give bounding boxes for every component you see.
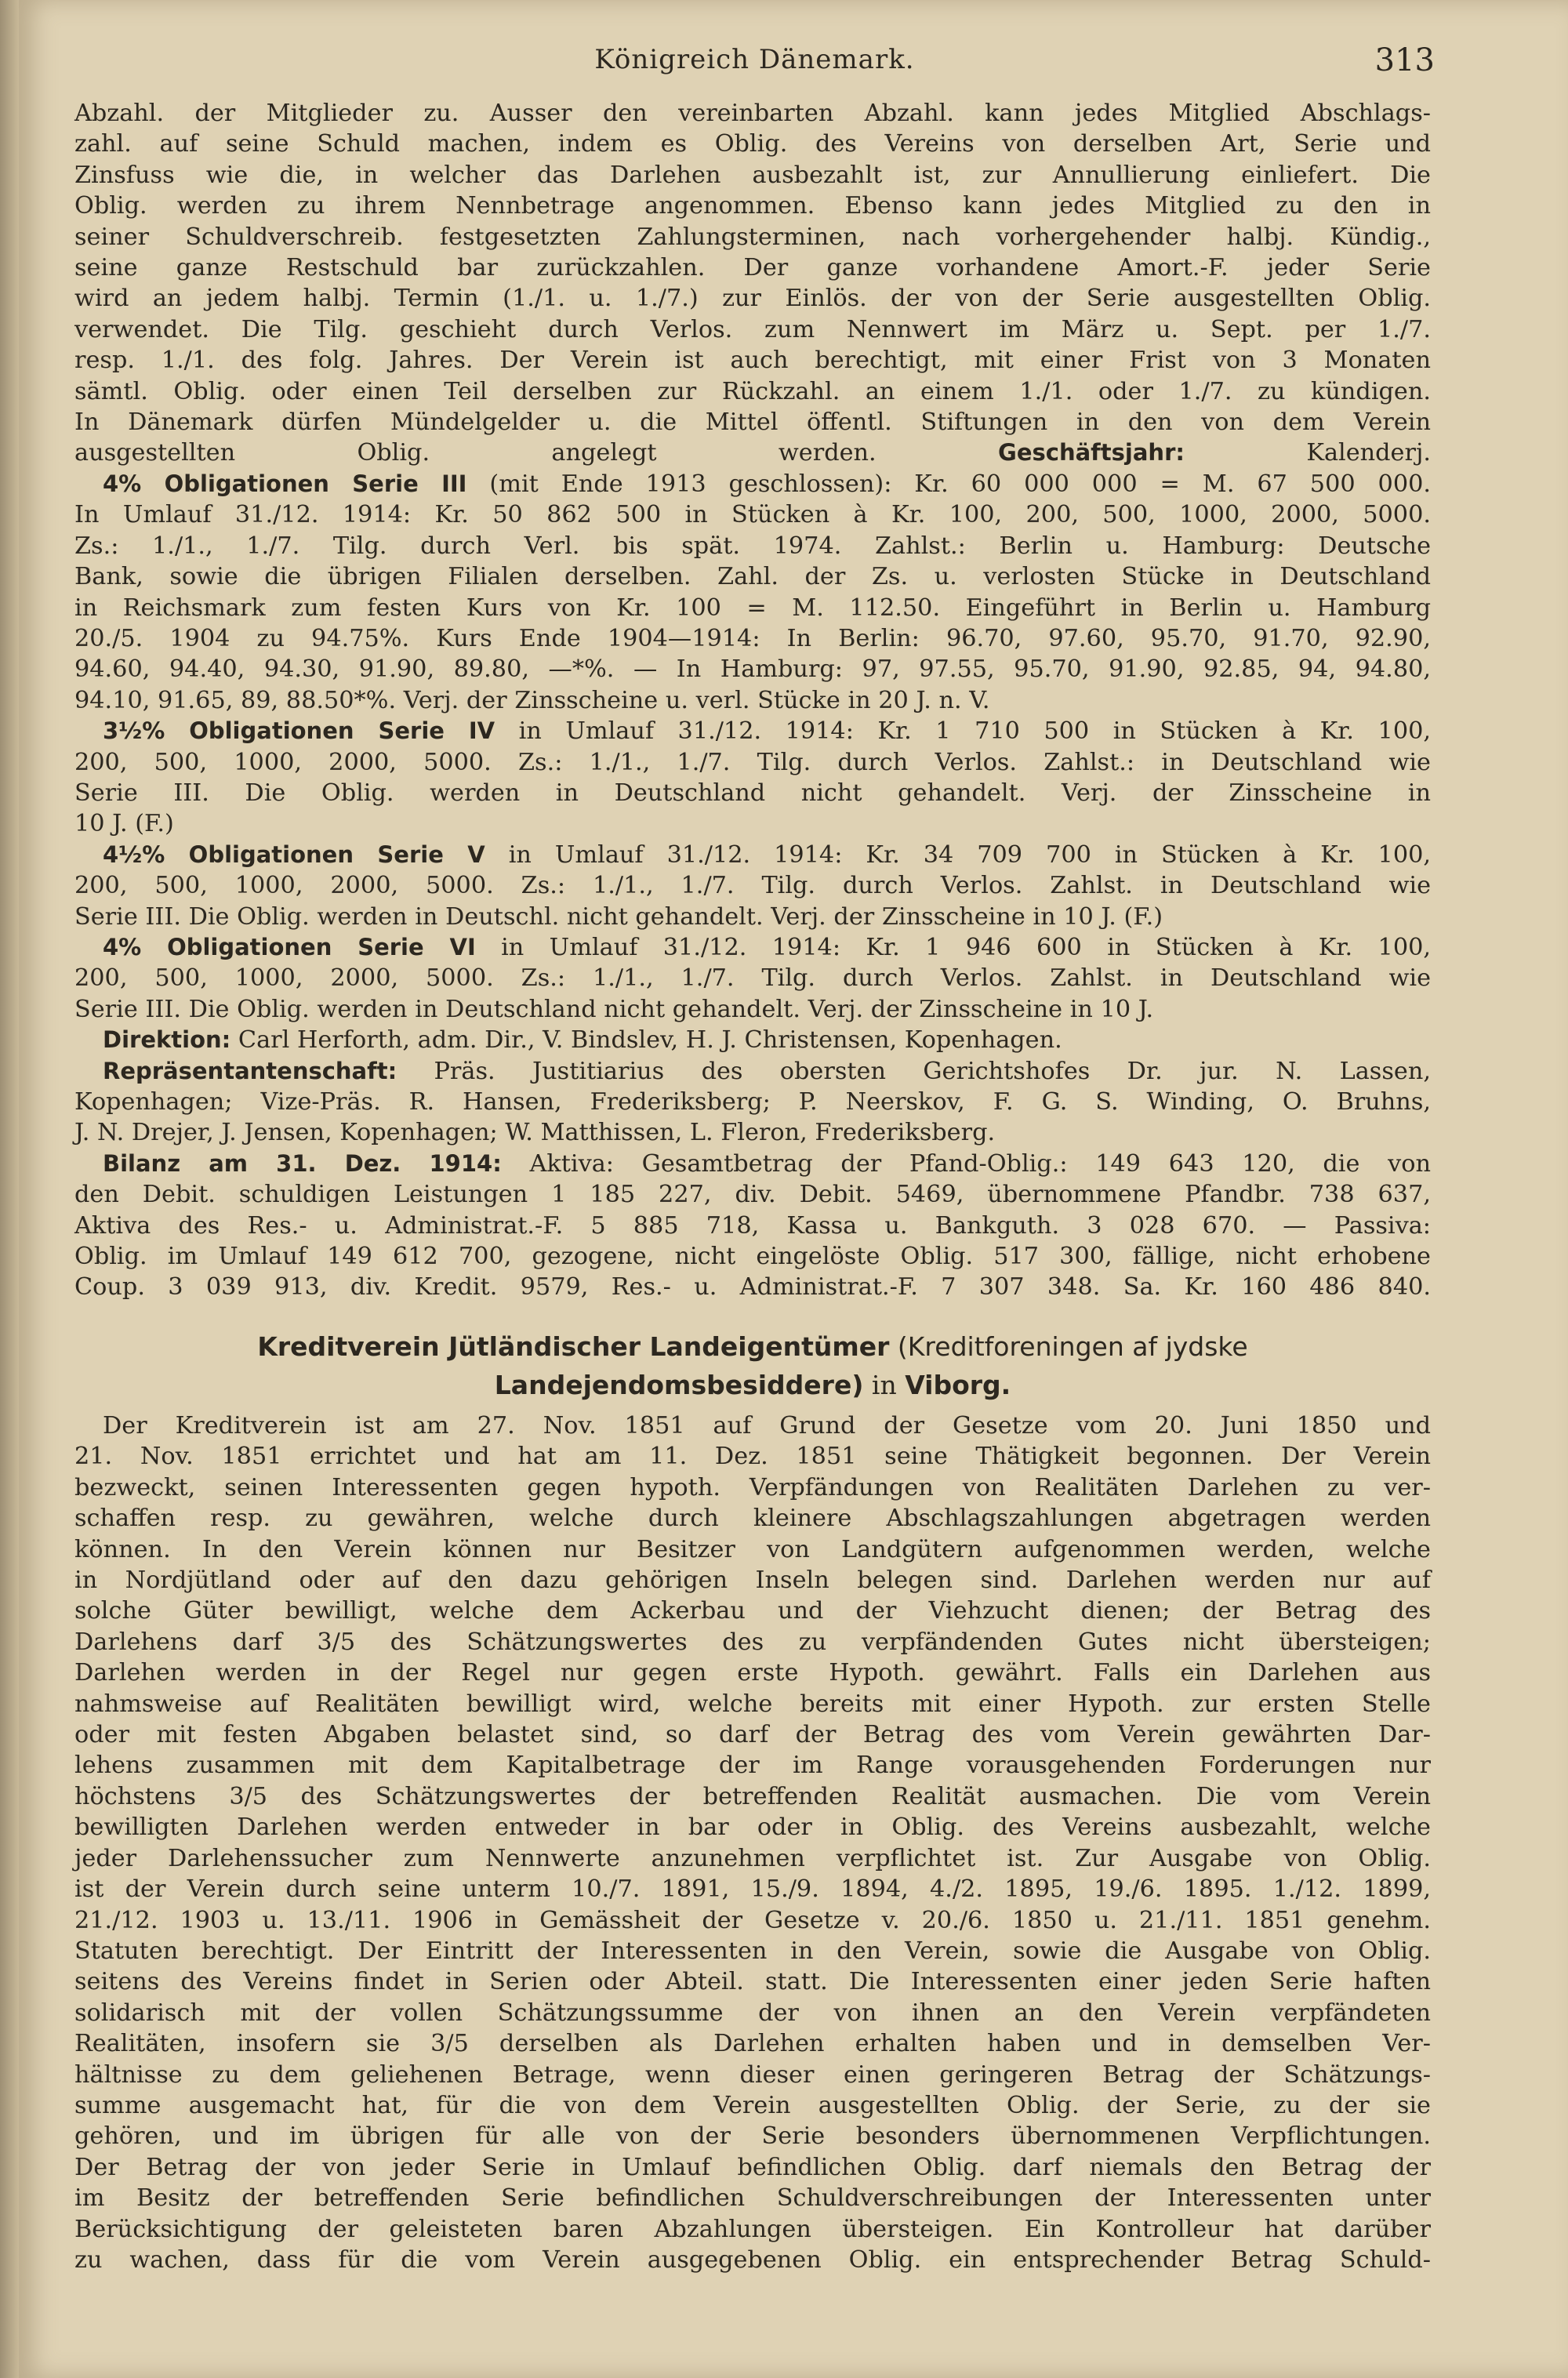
text-line: Der Kreditverein ist am 27. Nov. 1851 auf Grund der Gesetze vom 20. Juni 1850 und (103, 1412, 1431, 1440)
bond-serie-vi-label: 4% Obligationen Serie VI (103, 933, 476, 960)
bond-serie-v-label: 4½% Obligationen Serie V (103, 840, 485, 868)
text-line: oder mit festen Abgaben belastet sind, so darf der Betrag des vom Verein gewährten Dar- (74, 1721, 1431, 1749)
bilanz-heading-line (74, 1149, 1431, 1179)
fiscal-year-value: Kalenderj. (1306, 439, 1431, 467)
text-line: Bank, sowie die übrigen Filialen derselben. Zahl. der Zs. u. verlosten Stücke in Deutschland (74, 563, 1431, 591)
text-line: 200, 500, 1000, 2000, 5000. Zs.: 1./1., 1./7. Tilg. durch Verlos. Zahlst.: in Deutschland wie (74, 748, 1431, 776)
text-line-fiscal-year (74, 437, 1431, 468)
text-line: Statuten berechtigt. Der Eintritt der Interessenten in den Verein, sowie die Ausgabe von Oblig. (74, 1937, 1431, 1965)
text-line: bezweckt, seinen Interessenten gegen hypoth. Verpfändungen von Realitäten Darlehen zu ver- (74, 1473, 1431, 1501)
text-line: 21./12. 1903 u. 13./11. 1906 in Gemässheit der Gesetze v. 20./6. 1850 u. 21./11. 1851 genehm. (74, 1906, 1431, 1934)
text-line: hältnisse zu dem geliehenen Betrage, wenn dieser einen geringeren Betrag der Schätzungs- (74, 2060, 1431, 2089)
running-title: Königreich Dänemark. (594, 44, 915, 75)
text-line: zahl. auf seine Schuld machen, indem es Oblig. des Vereins von derselben Art, Serie und (74, 130, 1431, 158)
text-line: Kopenhagen; Vize-Präs. R. Hansen, Frederiksberg; P. Neerskov, F. G. S. Winding, O. Bruhns, (74, 1088, 1431, 1116)
text-line: sämtl. Oblig. oder einen Teil derselben zur Rückzahl. an einem 1./1. oder 1./7. zu kündigen. (74, 377, 1431, 405)
heading-danish-name-cont: Landejendomsbesiddere) (494, 1370, 864, 1400)
section-pfandbrief-details (74, 98, 1431, 1303)
text-line: Darlehens darf 3/5 des Schätzungswertes des zu verpfändenden Gutes nicht übersteigen; (74, 1628, 1431, 1656)
text-line: 21. Nov. 1851 errichtet und hat am 11. Dez. 1851 seine Thätigkeit begonnen. Der Verein (74, 1443, 1431, 1471)
text-line: In Umlauf 31./12. 1914: Kr. 50 862 500 in Stücken à Kr. 100, 200, 500, 1000, 2000, 5000. (74, 501, 1431, 529)
text-line: höchstens 3/5 des Schätzungswertes der betreffenden Realität ausmachen. Die vom Verein (74, 1782, 1431, 1810)
text-line: solidarisch mit der vollen Schätzungssumme der von ihnen an den Verein verpfändeten (74, 1999, 1431, 2027)
text-line: Berücksichtigung der geleisteten baren Abzahlungen übersteigen. Ein Kontrolleur hat darüber (74, 2215, 1431, 2243)
text-line: 94.10, 91.65, 89, 88.50*%. Verj. der Zinsscheine u. verl. Stücke in 20 J. n. V. (74, 686, 990, 714)
section-heading-line-1 (74, 1330, 1431, 1364)
text-run: in Umlauf 31./12. 1914: Kr. 34 709 700 in Stücken à Kr. 100, (508, 840, 1432, 869)
text-line: in Reichsmark zum festen Kurs von Kr. 100 = M. 112.50. Eingeführt in Berlin u. Hamburg (74, 594, 1431, 622)
text-line: jeder Darlehenssucher zum Nennwerte anzunehmen verpflichtet ist. Zur Ausgabe von Oblig. (74, 1844, 1431, 1872)
bond-serie-iii-label: 4% Obligationen Serie III (103, 470, 467, 497)
text-line: seine ganze Restschuld bar zurückzahlen. Der ganze vorhandene Amort.-F. jeder Serie (74, 254, 1431, 282)
text-line: verwendet. Die Tilg. geschieht durch Verlos. zum Nennwert im März u. Sept. per 1./7. (74, 315, 1431, 343)
text-line: in Nordjütland oder auf den dazu gehörigen Inseln belegen sind. Darlehen werden nur auf (74, 1567, 1431, 1595)
representanten-heading-line (74, 1056, 1431, 1087)
text-line: Abzahl. der Mitglieder zu. Ausser den vereinbarten Abzahl. kann jedes Mitglied Abschlags- (74, 100, 1431, 127)
text-line: Zs.: 1./1., 1./7. Tilg. durch Verl. bis spät. 1974. Zahlst.: Berlin u. Hamburg: Deutsche (74, 532, 1431, 560)
text-line: 10 J. (F.) (74, 810, 174, 838)
running-header (74, 38, 1435, 85)
text-line: ist der Verein durch seine unterm 10./7. 1891, 15./9. 1894, 4./2. 1895, 19./6. 1895. 1./12. 1899, (74, 1875, 1431, 1904)
text-line: können. In den Verein können nur Besitzer von Landgütern aufgenommen werden, welche (74, 1535, 1431, 1563)
heading-institution-name: Kreditverein Jütländischer Landeigentümer (257, 1331, 890, 1362)
text-run: Aktiva: Gesamtbetrag der Pfand-Oblig.: 149 643 120, die von (529, 1149, 1431, 1178)
section-heading-line-2 (74, 1368, 1431, 1403)
text-line: solche Güter bewilligt, welche dem Ackerbau und der Viehzucht dienen; der Betrag des (74, 1597, 1431, 1625)
text-line: Realitäten, insofern sie 3/5 derselben als Darlehen erhalten haben und in demselben Ver- (74, 2030, 1431, 2058)
text-line: bewilligten Darlehen werden entweder in bar oder in Oblig. des Vereins ausbezahlt, welche (74, 1813, 1431, 1842)
bond-serie-iii-heading-line (74, 469, 1431, 499)
fiscal-year-label: Geschäftsjahr: (998, 439, 1185, 467)
text-line: nahmsweise auf Realitäten bewilligt wird, welche bereits mit einer Hypoth. zur ersten Stelle (74, 1690, 1431, 1718)
text-line: J. N. Drejer, J. Jensen, Kopenhagen; W. Matthissen, L. Fleron, Frederiksberg. (74, 1119, 996, 1147)
text-line: Serie III. Die Oblig. werden in Deutschland nicht gehandelt. Verj. der Zinsscheine in 10 J. (74, 995, 1154, 1023)
text-line: 200, 500, 1000, 2000, 5000. Zs.: 1./1., 1./7. Tilg. durch Verlos. Zahlst. in Deutschland wie (74, 872, 1431, 900)
bond-serie-iv-heading-line (74, 716, 1431, 746)
text-line: Oblig. werden zu ihrem Nennbetrage angenommen. Ebenso kann jedes Mitglied zu den in (74, 192, 1431, 220)
bilanz-label: Bilanz am 31. Dez. 1914: (103, 1149, 502, 1177)
text-line: wird an jedem halbj. Termin (1./1. u. 1./7.) zur Einlös. der von der Serie ausgestellten Oblig. (74, 285, 1431, 313)
text-line: gehören, und im übrigen für alle von der Serie besonders übernommenen Verpflichtungen. (74, 2122, 1431, 2151)
text-line: Zinsfuss wie die, in welcher das Darlehen ausbezahlt ist, zur Annullierung einliefert. Die (74, 161, 1431, 189)
bond-serie-vi-heading-line (74, 932, 1431, 963)
text-line: lehens zusammen mit dem Kapitalbetrage der im Range vorausgehenden Forderungen nur (74, 1752, 1431, 1780)
text-line: Oblig. im Umlauf 149 612 700, gezogene, nicht eingelöste Oblig. 517 300, fällige, nicht erhobene (74, 1243, 1431, 1271)
heading-danish-name: (Kreditforeningen af jydske (897, 1331, 1248, 1362)
page-number: 313 (1374, 42, 1435, 78)
text-run: in Umlauf 31./12. 1914: Kr. 1 710 500 in Stücken à Kr. 100, (518, 717, 1431, 746)
heading-in: in (871, 1370, 897, 1400)
text-line: schaffen resp. zu gewähren, welche durch kleinere Abschlagszahlungen abgetragen werden (74, 1505, 1431, 1533)
text-line: den Debit. schuldigen Leistungen 1 185 227, div. Debit. 5469, übernommene Pfandbr. 738 637, (74, 1181, 1431, 1209)
text-line: Serie III. Die Oblig. werden in Deutschland nicht gehandelt. Verj. der Zinsscheine in (74, 779, 1431, 807)
bond-serie-iv-label: 3½% Obligationen Serie IV (103, 717, 495, 745)
text-line: 200, 500, 1000, 2000, 5000. Zs.: 1./1., 1./7. Tilg. durch Verlos. Zahlst. in Deutschland wie (74, 964, 1431, 993)
text-run: in Umlauf 31./12. 1914: Kr. 1 946 600 in Stücken à Kr. 100, (501, 933, 1432, 961)
page-binding-edge (0, 0, 19, 2378)
text-line: seitens des Vereins findet in Serien oder Abteil. statt. Die Interessenten einer jeden Serie haften (74, 1968, 1431, 1996)
section-kreditverein-description (74, 1410, 1431, 2275)
heading-city: Viborg. (905, 1370, 1011, 1400)
text-line: Coup. 3 039 913, div. Kredit. 9579, Res.- u. Administrat.-F. 7 307 348. Sa. Kr. 160 486 840. (74, 1273, 1431, 1302)
text-line: Serie III. Die Oblig. werden in Deutschl. nicht gehandelt. Verj. der Zinsscheine in 10 J. (F.) (74, 902, 1163, 931)
text-line: im Besitz der betreffenden Serie befindlichen Schuldverschreibungen der Interessenten unter (74, 2184, 1431, 2213)
text-run: ausgestellten Oblig. angelegt werden. (74, 439, 877, 467)
text-line: Darlehen werden in der Regel nur gegen erste Hypoth. gewährt. Falls ein Darlehen aus (74, 1659, 1431, 1687)
text-line: zu wachen, dass für die vom Verein ausgegebenen Oblig. ein entsprechender Betrag Schuld- (74, 2245, 1431, 2274)
text-run: (mit Ende 1913 geschlossen): Kr. 60 000 000 = M. 67 500 000. (489, 470, 1431, 498)
text-line: Aktiva des Res.- u. Administrat.-F. 5 885 718, Kassa u. Bankguth. 3 028 670. — Passiva: (74, 1211, 1431, 1240)
bond-serie-v-heading-line (74, 840, 1431, 870)
text-line: In Dänemark dürfen Mündelgelder u. die Mittel öffentl. Stiftungen in den von dem Verein (74, 408, 1431, 437)
text-line: 94.60, 94.40, 94.30, 91.90, 89.80, —*%. — In Hamburg: 97, 97.55, 95.70, 91.90, 92.85, 94, 94.80, (74, 655, 1431, 684)
direktion-label: Direktion: (103, 1026, 231, 1054)
representanten-label: Repräsentantenschaft: (103, 1057, 397, 1084)
text-line: seiner Schuldverschreib. festgesetzten Zahlungsterminen, nach vorhergehender halbj. Kündig., (74, 223, 1431, 251)
text-line: resp. 1./1. des folg. Jahres. Der Verein ist auch berechtigt, mit einer Frist von 3 Monaten (74, 347, 1431, 375)
direktion-names: Carl Herforth, adm. Dir., V. Bindslev, H. J. Christensen, Kopenhagen. (238, 1026, 1062, 1055)
text-line: Der Betrag der von jeder Serie in Umlauf befindlichen Oblig. darf niemals den Betrag der (74, 2153, 1431, 2181)
text-line: 20./5. 1904 zu 94.75%. Kurs Ende 1904—1914: In Berlin: 96.70, 97.60, 95.70, 91.70, 92.90, (74, 624, 1431, 652)
direktion-line (74, 1025, 1431, 1055)
text-line: summe ausgemacht hat, für die von dem Verein ausgestellten Oblig. der Serie, zu der sie (74, 2091, 1431, 2119)
text-run: Präs. Justitiarius des obersten Gerichtshofes Dr. jur. N. Lassen, (434, 1057, 1431, 1085)
